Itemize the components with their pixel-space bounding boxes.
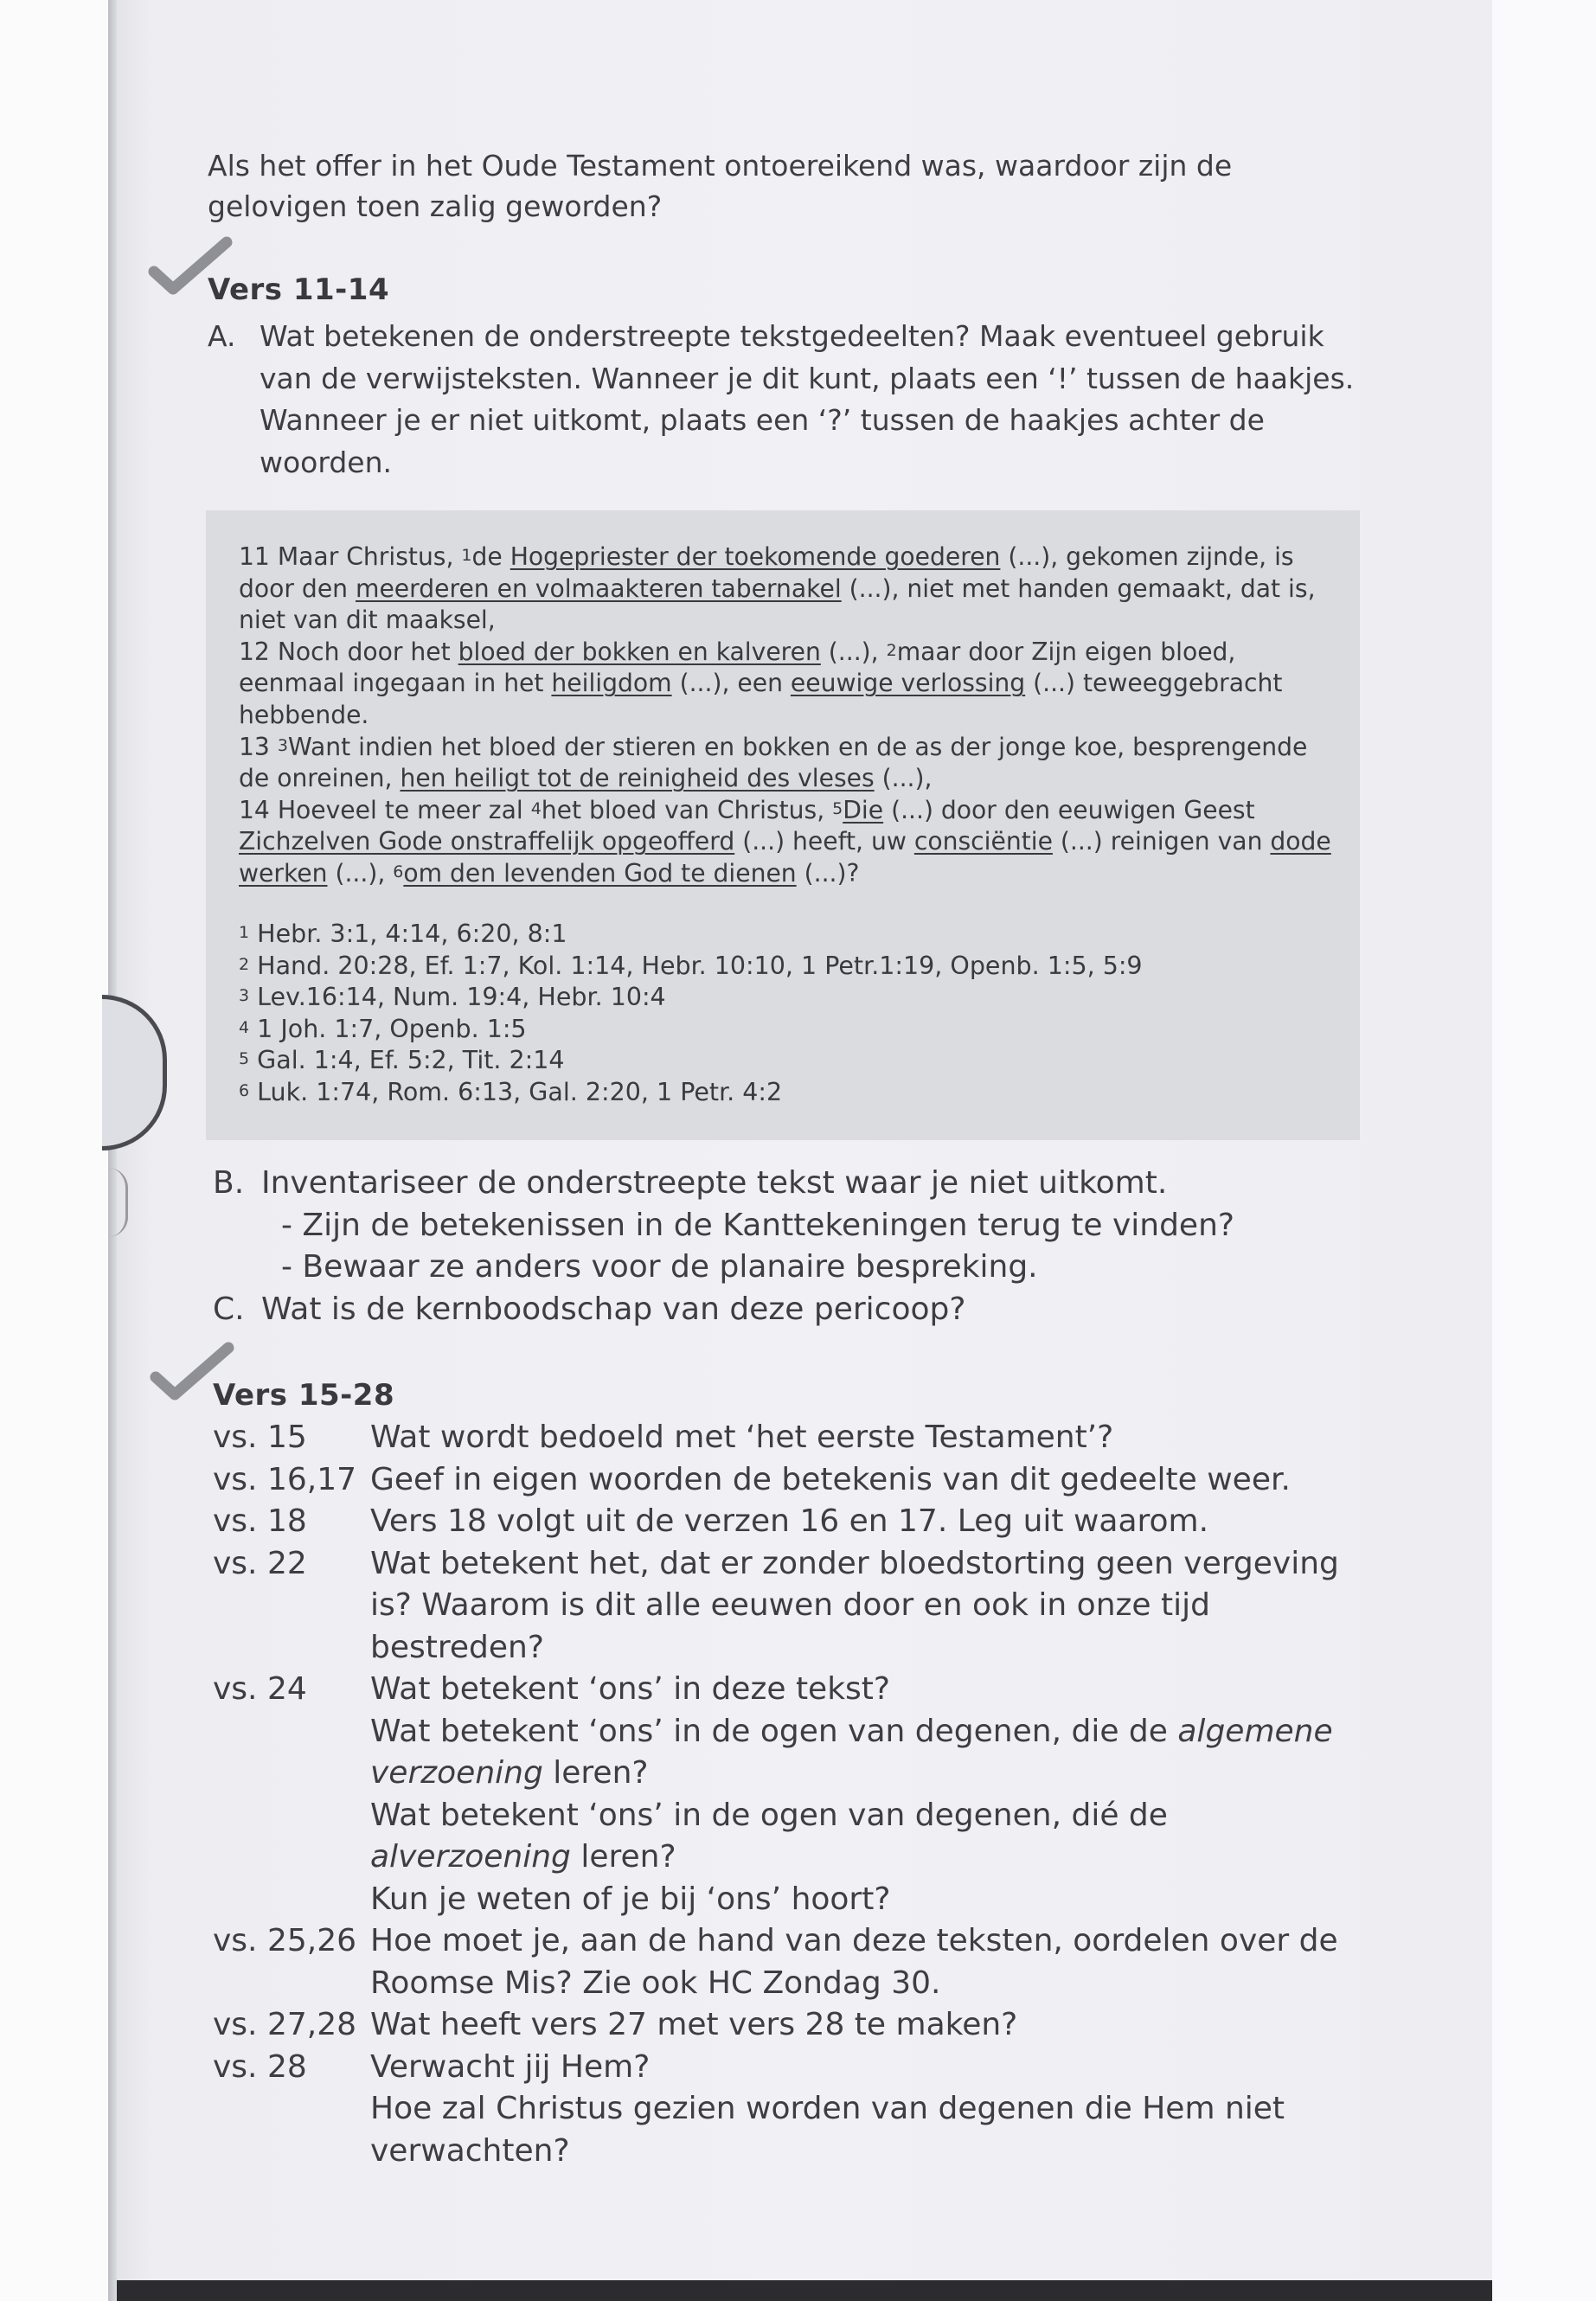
left-margin (0, 0, 108, 2301)
reference-item: $^4$ 1 Joh. 1:7, Openb. 1:5 (239, 1014, 527, 1043)
underlined-phrase: heiligdom (551, 669, 672, 698)
reference-list (239, 919, 1337, 1109)
question-b-bullet: - Bewaar ze anders voor de planaire bespreking. (281, 1249, 1038, 1285)
verse-question: vs. 25,26 Hoe moet je, aan de hand van deze teksten, oordelen over de Roomse Mis? Zie ook HC Zondag 30. (213, 1923, 1338, 2001)
binding-edge (108, 0, 117, 2301)
underlined-phrase: dode werken (239, 827, 1331, 888)
question-a-label: A. (208, 319, 236, 353)
reference-item: $^1$ Hebr. 3:1, 4:14, 6:20, 8:1 (239, 920, 567, 948)
scripture-text: 11 Maar Christus, $^1$de Hogepriester der toekomende goederen (...), gekomen zijnde, is door den meerderen en volmaakteren tabernakel (...), niet met handen gemaakt, dat is, niet van dit maaksel, 12 Noch door het bloed der bokken en kalveren (...), $^2$maar door Zijn eigen bloed, eenmaal ingegaan in het heiligdom (...), een eeuwige verlossing (...) teweeggebracht hebbende. 13 $^3$Want indien het bloed der stieren en bokken en de as der jonge koe, besprengende de onreinen, hen heiligt tot de reinigheid des vleses (...), 14 Hoeveel te meer zal $^4$het bloed van Christus, $^5$Die (...) door den eeuwigen Geest Zichzelven Gode onstraffelijk opgeofferd (...) heeft, uw consciëntie (...) reinigen van dode werken (...), $^6$om den levenden God te dienen (...)? (239, 542, 1331, 888)
underlined-phrase: Zichzelven Gode onstraffelijk opgeofferd (239, 827, 735, 856)
reference-item: $^6$ Luk. 1:74, Rom. 6:13, Gal. 2:20, 1 Petr. 4:2 (239, 1077, 783, 1106)
scripture-box (206, 510, 1360, 1140)
underlined-phrase: hen heiligt tot de reinigheid des vleses (400, 764, 875, 793)
right-margin (1492, 0, 1596, 2301)
verse-question: vs. 15 Wat wordt bedoeld met ‘het eerste Testament’? (213, 1420, 1114, 1455)
reference-item: $^5$ Gal. 1:4, Ef. 5:2, Tit. 2:14 (239, 1046, 565, 1075)
verse-question: vs. 16,17 Geef in eigen woorden de betekenis van dit gedeelte weer. (213, 1461, 1291, 1497)
question-b: B. Inventariseer de onderstreepte tekst waar je niet uitkomt. (213, 1165, 1168, 1201)
underlined-phrase: eeuwige verlossing (790, 669, 1026, 698)
verse-question: vs. 24 Wat betekent ‘ons’ in deze tekst? Wat betekent ‘ons’ in de ogen van degenen, die de algemene verzoening leren? Wat betekent ‘ons’ in de ogen van degenen, dié de alverzoening leren? Kun je weten of je bij ‘ons’ hoort? (213, 1671, 1333, 1917)
intro-question: Als het offer in het Oude Testament ontoereikend was, waardoor zijn de gelovigen toen zalig geworden? (208, 149, 1233, 223)
binder-mark (108, 1168, 128, 1237)
question-a (208, 316, 1358, 484)
question-c: C. Wat is de kernboodschap van deze pericoop? (213, 1291, 966, 1327)
underlined-phrase: bloed der bokken en kalveren (458, 637, 821, 666)
verse-question: vs. 28 Verwacht jij Hem? Hoe zal Christus gezien worden van degenen die Hem niet verwachten? (213, 2048, 1285, 2169)
underlined-phrase: Die (843, 795, 884, 824)
verse-question: vs. 18 Vers 18 volgt uit de verzen 16 en 17. Leg uit waarom. (213, 1503, 1209, 1539)
reference-item: $^2$ Hand. 20:28, Ef. 1:7, Kol. 1:14, Hebr. 10:10, 1 Petr.1:19, Openb. 1:5, 5:9 (239, 951, 1143, 980)
underlined-phrase: meerderen en volmaakteren tabernakel (356, 574, 842, 603)
underlined-phrase: om den levenden God te dienen (403, 858, 797, 888)
verse-questions (213, 1417, 1363, 2172)
reference-item: $^3$ Lev.16:14, Num. 19:4, Hebr. 10:4 (239, 983, 666, 1012)
questions-b-c (213, 1163, 1363, 1330)
underlined-phrase: Hogepriester der toekomende goederen (510, 542, 1001, 571)
question-a-text: Wat betekenen de onderstreepte tekstgedeelten? Maak eventueel gebruik van de verwijsteksten. Wanneer je dit kunt, plaats een ‘!’ tussen de haakjes. Wanneer je er niet uitkomt, plaats een ‘?’ tussen de haakjes achter de woorden. (260, 319, 1355, 479)
bottom-edge (117, 2280, 1492, 2301)
underlined-phrase: consciëntie (913, 827, 1053, 856)
verse-question: vs. 27,28 Wat heeft vers 27 met vers 28 te maken? (213, 2007, 1018, 2042)
section-heading-vers-11-14: Vers 11-14 (208, 272, 390, 307)
question-b-bullet: - Zijn de betekenissen in de Kanttekeningen terug te vinden? (281, 1207, 1234, 1243)
section-heading-vers-15-28: Vers 15-28 (213, 1378, 395, 1413)
verse-question: vs. 22 Wat betekent het, dat er zonder bloedstorting geen vergeving is? Waarom is dit alle eeuwen door en ook in onze tijd bestreden? (213, 1545, 1339, 1665)
